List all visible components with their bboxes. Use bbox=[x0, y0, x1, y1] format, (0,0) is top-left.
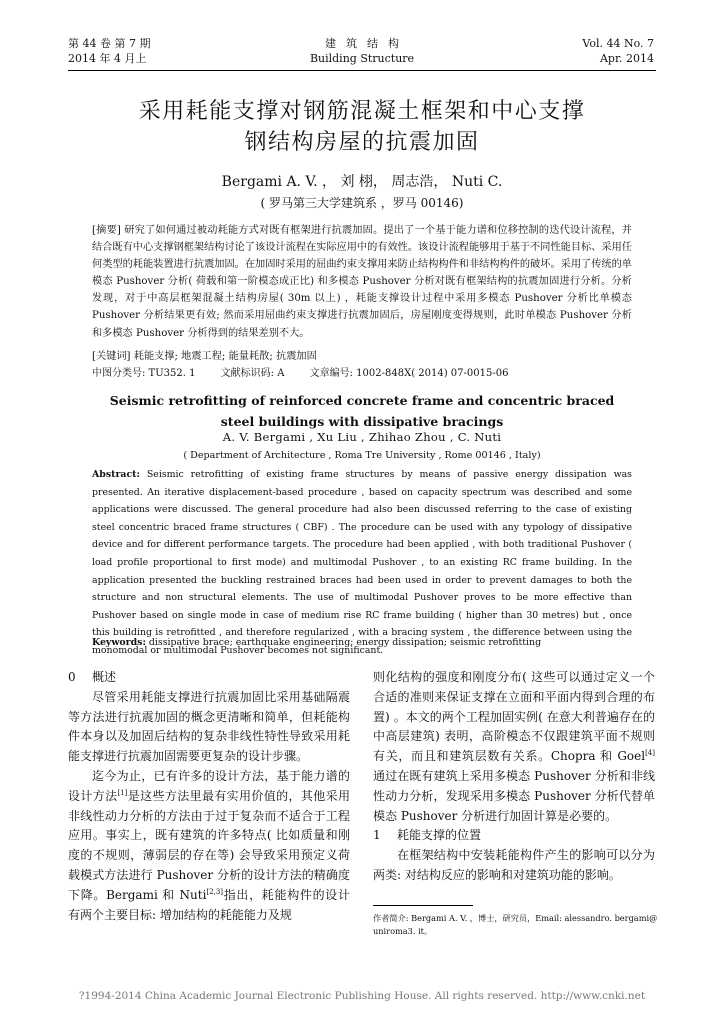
section-0-title: 概述 bbox=[92, 670, 117, 684]
citation-2-3: [2,3] bbox=[206, 887, 224, 896]
title-en-line1: Seismic retrofitting of reinforced concrete frame and concentric braced bbox=[109, 393, 615, 408]
volume-en: Vol. 44 No. 7 bbox=[582, 37, 654, 50]
header-right bbox=[582, 36, 654, 66]
title-cn-line1: 采用耗能支撑对钢筋混凝土框架和中心支撑 bbox=[138, 99, 586, 124]
title-en bbox=[0, 390, 724, 432]
paragraph-3-part-b: 通过在既有建筑上采用多模态 Pushover 分析和非线性动力分析，发现采用多模态 Pushover 分析代替单模态 Pushover 分析进行加固计算是必要的。 bbox=[373, 768, 655, 823]
paragraph-4: 在框架结构中安装耗能构件产生的影响可以分为两类: 对结构反应的影响和对建筑功能的影响。 bbox=[373, 848, 655, 882]
journal-name-en: Building Structure bbox=[309, 52, 415, 65]
title-cn-line2: 钢结构房屋的抗震加固 bbox=[244, 130, 480, 155]
keywords-en-text: dissipative brace; earthquake engineering; energy dissipation; seismic retrofitting bbox=[148, 637, 542, 648]
body-right-column bbox=[373, 668, 655, 886]
paragraph-3-part-a: 则化结构的强度和刚度分布( 这些可以通过定义一个合适的准则来保证支撑在立面和平面内得到合理的布置) 。本文的两个工程加固实例( 在意大利普遍存在的中高层建筑) 表明，高阶模态不仅跟建筑平面不规则有关，而且和建筑层数有关系。Chopra 和 Goel bbox=[373, 670, 655, 764]
paragraph-2-part-a: 迄今为止，已有许多的设计方法，基于能力谱的设计方法 bbox=[68, 768, 350, 803]
section-0-heading bbox=[68, 668, 350, 688]
keywords-cn-text: 耗能支撑; 地震工程; 能量耗散; 抗震加固 bbox=[133, 351, 317, 362]
paragraph-2-part-c: 指出，耗能构件的设计有两个主要目标: 增加结构的耗能能力及规 bbox=[68, 887, 350, 922]
date-cn: 2014 年 4 月上 bbox=[68, 52, 147, 65]
footnote-divider bbox=[373, 905, 473, 906]
title-en-line2: steel buildings with dissipative bracings bbox=[220, 414, 504, 429]
section-1-number: 1 bbox=[373, 828, 381, 843]
abstract-cn-label: [摘要] bbox=[92, 225, 121, 236]
section-1-title: 耗能支撑的位置 bbox=[397, 828, 482, 843]
title-cn bbox=[0, 96, 724, 158]
affiliation-cn: ( 罗马第三大学建筑系 ，罗马 00146) bbox=[260, 196, 464, 210]
body-left-column bbox=[68, 668, 350, 925]
abstract-cn bbox=[92, 222, 632, 342]
abstract-en bbox=[92, 466, 632, 660]
journal-name-cn: 建筑结构 bbox=[325, 37, 409, 50]
authors-en: A. V. Bergami , Xu Liu , Zhihao Zhou , C. Nuti bbox=[222, 430, 502, 444]
section-0-number: 0 bbox=[68, 670, 76, 684]
keywords-cn bbox=[92, 349, 632, 364]
authors-cn: Bergami A. V. ， 刘 栩， 周志浩， Nuti C. bbox=[221, 174, 503, 190]
section-1-heading bbox=[373, 826, 655, 846]
citation-4: [4] bbox=[645, 749, 655, 758]
document-code: 文献标识码: A bbox=[220, 368, 285, 379]
keywords-en-label: Keywords: bbox=[92, 637, 146, 648]
abstract-en-label: Abstract: bbox=[92, 469, 140, 480]
author-footnote: 作者简介: Bergami A. V. ，博士，研究员，Email: alessandro. bergami@ uniroma3. it。 bbox=[373, 913, 658, 936]
keywords-en bbox=[92, 635, 632, 650]
paragraph-1: 尽管采用耗能支撑进行抗震加固比采用基础隔震等方法进行抗震加固的概念更清晰和简单，但耗能构件本身以及加固后结构的复杂非线性特性导致采用耗能支撑进行抗震加固需要更复杂的设计步骤。 bbox=[68, 689, 350, 764]
clc-number: 中图分类号: TU352. 1 bbox=[92, 368, 196, 379]
keywords-cn-label: [关键词] bbox=[92, 351, 131, 362]
abstract-en-text: Seismic retrofitting of existing frame structures by means of passive energy dissipation was presented. An iterative displacement-based procedure , based on capacity spectrum was described and some applications were discussed. The general procedure had also been discussed referring to the case of existing steel concentric braced frame structures ( CBF) . The procedure can be used with any typology of dissipative device and for different performance targets. The procedure had been applied , with both traditional Pushover ( load profile proportional to first mode) and multimodal Pushover , to an existing RC frame building. In the application presented the buckling restrained braces had been used in order to prevent damages to both the structure and non structural elements. The use of multimodal Pushover proves to be more effective than Pushover based on single mode in case of medium rise RC frame building ( higher than 30 metres) but , once this building is retrofitted , and therefore regularized , with a bracing system , the difference between using the monomodal or multimodal Pushover becomes not significant. bbox=[92, 469, 632, 656]
paragraph-2-part-b: 是这些方法里最有实用价值的，其他采用非线性动力分析的方法由于过于复杂而不适合于工程应用。事实上，既有建筑的许多特点( 比如质量和刚度的不规则，薄弱层的存在等) 会导致采用预定义荷载模式方法进行 Pushover 分析的设计方法的精确度下降。Bergami 和 Nuti bbox=[68, 788, 350, 902]
abstract-cn-text: 研究了如何通过被动耗能方式对既有框架进行抗震加固。提出了一个基于能力谱和位移控制的迭代设计流程，并结合既有中心支撑钢框架结构讨论了该设计流程在实际应用中的有效性。该设计流程能够用于基于不同性能目标、采用任何类型的耗能装置进行抗震加固。在加固时采用的屈曲约束支撑用来防止结构构件和非结构构件的破坏。采用了传统的单模态 Pushover 分析( 荷载和第一阶模态成正比) 和多模态 Pushover 分析对既有框架结构的抗震加固进行分析。分析发现，对于中高层框架混凝土结构房屋( 30m 以上) ，耗能支撑设计过程中采用多模态 Pushover 分析比单模态 Pushover 分析结果更有效; 然而采用屈曲约束支撑进行抗震加固后，房屋刚度变得规则，此时单模态 Pushover 分析和多模态 Pushover 分析得到的结果差别不大。 bbox=[92, 225, 632, 339]
article-number: 文章编号: 1002-848X( 2014) 07-0015-06 bbox=[309, 368, 509, 379]
volume-cn: 第 44 卷 第 7 期 bbox=[68, 37, 151, 50]
date-en: Apr. 2014 bbox=[599, 52, 654, 65]
paragraph-2 bbox=[68, 767, 350, 925]
copyright-notice: ?1994-2014 China Academic Journal Electronic Publishing House. All rights reserved. http://www.cnki.net bbox=[78, 990, 646, 1002]
header-divider bbox=[68, 70, 656, 71]
affiliation-en: ( Department of Architecture , Roma Tre University , Rome 00146 , Italy) bbox=[183, 450, 541, 461]
citation-1: [1] bbox=[117, 788, 128, 797]
classification-line bbox=[92, 366, 632, 381]
paragraph-2-continued bbox=[373, 668, 655, 826]
